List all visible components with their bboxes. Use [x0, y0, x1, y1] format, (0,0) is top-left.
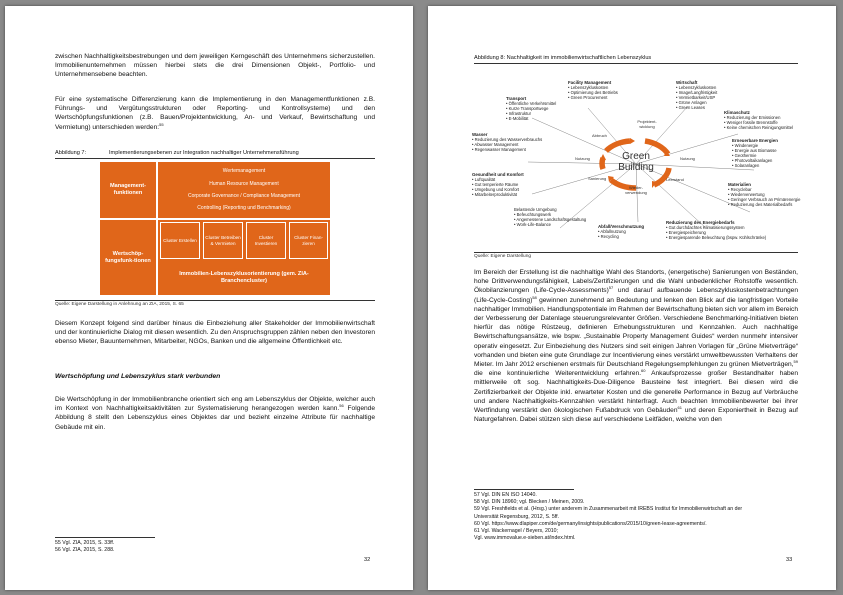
- paragraph-4: Die Wertschöpfung in der Immobilienbranche orientiert sich eng am Lebenszyklus der Objekte, welcher auch im Kontext von Nachhaltigkeitsaktivitäten zur Systematisierung herangezogen werden kann.$^{56}$ Folgende Abbildung 8 stellt den Lebenszyklus eines Objektes dar und bezieht einzelne Attribute für nachhaltige Gebäude mit ein.: [55, 396, 375, 431]
- box-facility-management: Facility Management • Lebenszykluskosten • Optimierung des Betriebs • Green Procurement: [568, 80, 618, 101]
- ring-label: Nutzung: [575, 156, 590, 161]
- footnote-ref-58[interactable]: 58: [532, 294, 537, 300]
- paragraph-2: Für eine systematische Differenzierung kann die Implementierung in den Managementfunktionen z.B. Führungs- und Vergütungsstrukturen oder Reporting- und Kontrollsysteme) und den Wertschöpfungsfunktionen (z.B. Bauen/Projektentwicklung, An- und Verkauf, Bewirtschaftung und Vermietung) unterschieden werden:$^{55}$: [55, 96, 375, 131]
- ring-label: Nutzung: [680, 156, 695, 161]
- figure-rule: [474, 252, 798, 253]
- section-heading: Wertschöpfung und Lebenszyklus stark verbunden: [55, 373, 221, 380]
- box-klimaschutz: Klimaschutz • Reduzierung der Emissionen • Weniger fossile Brennstoffe • Keine chemischen Reinigungsmittel: [724, 110, 793, 131]
- page-number: 32: [364, 557, 371, 563]
- page-number: 33: [786, 557, 793, 563]
- cluster-cell: Cluster Erstellen: [160, 222, 200, 259]
- mgmt-item: Wertemanagement: [222, 168, 266, 175]
- figure-rule: [474, 63, 798, 64]
- footnote-ref-57[interactable]: 57: [608, 285, 614, 291]
- footnote-ref-60[interactable]: 60: [641, 368, 646, 374]
- mgmt-item: Human Resource Management: [209, 180, 279, 187]
- figure-8-title: Abbildung 8: Nachhaltigkeit im immobilienwirtschaftlichen Lebenszyklus: [474, 55, 652, 61]
- figure-7-title: Implementierungsebenen zur Integration nachhaltiger Unternehmensführung: [109, 150, 299, 156]
- footnote: 56 Vgl. ZIA, 2015, S. 288.: [55, 547, 115, 554]
- footnote-rule: [55, 537, 155, 538]
- management-functions-box: Management-funktionen: [100, 162, 156, 218]
- footnotes: [55, 540, 114, 554]
- figure-7-number: Abbildung 7:: [55, 150, 87, 156]
- footnote: 60 Vgl. https://www.dlapiper.com/de/germany/insights/publications/2015/10/green-lease-agreements/.: [474, 520, 707, 527]
- figure-8-diagram: [470, 72, 802, 248]
- figure-rule: [55, 158, 375, 159]
- footnote-ref-55[interactable]: 55: [159, 121, 164, 127]
- footnote-ref-61[interactable]: 61: [677, 404, 682, 410]
- box-wirtschaft: Wirtschaft • Lebenszykluskosten • Image/Langfristigkeit • Vermietbarkeit/USP • Grüne Anlagen • Green Leases: [676, 80, 718, 111]
- footnote: 57 Vgl. DIN EN ISO 14040.: [474, 492, 537, 498]
- box-energiebedarf: Reduzierung des Energiebedarfs • Gut durchdachtes Klimatisierungssystem • Energiespeicherung • Energiesparende Beleuchtung (bspw. Kühlschränke): [666, 220, 767, 241]
- lifecycle-label: Immobilien-Lebenszyklusorientierung (gem. ZIA-Branchencluster): [179, 270, 309, 284]
- box-belastende-umgebung: Belastende Umgebung • Befeuchtungswerk • Angemessene Landschaftsgestaltung • Work-Life-Balance: [514, 207, 587, 228]
- ring-label: Wieder-verwendung: [625, 185, 647, 195]
- figure-rule: [55, 300, 375, 301]
- value-creation-functions-box: Wertschöp-fungsfunk-tionen: [100, 220, 156, 295]
- footnote-ref-59[interactable]: 59: [793, 358, 798, 364]
- figure-7-source: Quelle: Eigene Darstellung in Anlehnung an ZIA, 2015, S. 65: [55, 302, 184, 307]
- cluster-cell: Cluster Finan-zieren: [289, 222, 328, 259]
- footnote: 59 Vgl. Freshfields et al. (Hrsg.) unter anderem in Zusammenarbeit mit IREBS Institut für Immobilienwirtschaft an der: [474, 506, 743, 513]
- footnote: 61 Vgl. Wackernagel / Beyers, 2010;: [474, 528, 559, 535]
- ring-label: Abbruch: [592, 133, 607, 138]
- footnote: 55 Vgl. ZIA, 2015, S. 33ff.: [55, 540, 115, 546]
- ring-label: Sanierung: [588, 176, 607, 181]
- paragraph-1: zwischen Nachhaltigkeitsbestrebungen und dem jeweiligen Kerngeschäft des Unternehmens sicherzustellen. Immobilienunternehmen müssen hierbei stets die drei Dimensionen Objekt-, Portfolio- und Unternehmensebene beachten.: [55, 53, 375, 79]
- management-items-box: [158, 162, 330, 218]
- figure-8-source: Quelle: Eigene Darstellung: [474, 254, 532, 259]
- cluster-cell: Cluster Betreiben & Vermieten: [203, 222, 243, 259]
- footnote: Vgl. www.immovalue.e-sieben.at/index.html.: [474, 535, 576, 542]
- box-erneuerbare-energien: Erneuerbare Energien • Windenergie • Energie aus Biomasse • Geothermie • Photovoltaikanlagen • Solaranlagen: [732, 138, 778, 169]
- body-text: Im Bereich der Erstellung ist die nachhaltige Wahl des Standorts, (energetische) Sanierungen von Beständen, hohe Drittverwendungsfähigkeit, Labels/Zertifizierungen und die Wahl unbedenklicher Rohstoffe wesentlich. Ökobilanzierungen (Life-Cycle-Assessments)$^{57}$ und darauf aufbauende Lebenszykluskostenbetrachtungen (Life-Cycle-Costing)$^{58}$ gewinnen zunehmend an Bedeutung und lenken den Blick auf die langfristigen Vorteile nachhaltiger Immobilien. Handlungspotentiale im Rahmen der Bewirtschaftung bieten sich vor allem im Bereich der Verbesserung der Datenlage steuerungsrelevanter Größen. Verschiedene Benchmarking-Initiativen bieten hierfür das nötige Rüstzeug, definieren Erhebungsstrukturen und Kennzahlen. Auch nachhaltige Bewirtschaftungsansätze, wie bspw. „Sustainable Property Management Guides“ werden nunmehr intensiver operativ eingesetzt. Zur Einbeziehung des Nutzers sind seit einigen Jahren Vorlagen für „Grüne Mietverträge“ vorhanden und bieten eine gute Grundlage zur Incentivierung eines verstärkt umweltbewussten Verhaltens der Mieter. Im Jahr 2012 erschienen erstmals für Deutschland Regelungsempfehlungen zu grünen Mietverträgen,$^{59}$ die eine kontinuierliche Weiterentwicklung erfahren.$^{60}$ Ankaufsprozesse großer Bestandhalter haben mittlerweile oft sog. Nachhaltigkeits-Due-Diligence Bausteine fest integriert. Bei diesen wird die Zertifizierbarkeit der Objekte inkl. erwarteter Kosten und die generelle Performance in Bezug auf Verbräuche und andere Nachhaltigkeits-Kennzahlen verstärkt hinterfragt. Auch beachten Immobilienbewerter bei ihrer Wertfindung verstärkt den ökologischen Fußabdruck von Gebäuden$^{61}$ und deren Exponiertheit in Bezug auf Naturgefahren. Dabei stützen sich diese auf verschiedene Leitfäden, welche von den: [474, 269, 799, 424]
- page-33: [428, 6, 836, 590]
- ring-label: Leerstand: [666, 177, 684, 182]
- box-materialien: Materialien • Recyclebar • Wiederverwertung • Geringer Verbrauch an Primärenergie • Reduzierung des Materialbedarfs: [728, 182, 801, 208]
- box-wasser: Wasser • Reduzierung des Wasserverbrauchs • Abwasser Management • Regenwasser Management: [472, 132, 543, 153]
- footnote-ref-56[interactable]: 56: [339, 403, 344, 409]
- figure-7-diagram: [100, 162, 330, 295]
- box-abfall: Abfall/Verschmutzung • Abfallnutzung • Recycling: [598, 224, 645, 240]
- page-32: [5, 6, 413, 590]
- mgmt-item: Controlling (Reporting und Benchmarking): [197, 205, 291, 212]
- box-gesundheit-komfort: Gesundheit und Komfort • Luftqualität • Gut temperierte Räume • Umgebung und Komfort • Mitarbeiterproduktivität: [472, 172, 524, 198]
- cluster-cell: Cluster Investieren: [246, 222, 286, 259]
- green-building-center: Green Building: [618, 151, 654, 173]
- footnote: Universität Regensburg, 2012, S. 5ff.: [474, 513, 559, 520]
- paragraph-3: Diesem Konzept folgend sind darüber hinaus die Einbeziehung aller Stakeholder der Immobilienwirtschaft und der kontinuierliche Dialog mit diesen wesentlich. Zu den Anspruchsgruppen zählen neben den Investoren ebenso Mieter, Bauunternehmen, Mitarbeiter, NGOs, Banken und die allgemeine Öffentlichkeit etc.: [55, 320, 375, 346]
- ring-label: Projektent-wicklung: [637, 119, 657, 129]
- box-transport: Transport • Öffentliche Verkehrsmittel • Kurze Transportwege • Infrastruktur • E-Mobilität: [506, 96, 557, 122]
- footnote: 58 Vgl. DIN 18960; vgl. Blecken / Meinen, 2009.: [474, 499, 585, 506]
- footnotes: [474, 492, 800, 542]
- footnote-rule: [474, 489, 574, 490]
- mgmt-item: Corporate Governance / Compliance Management: [187, 193, 300, 199]
